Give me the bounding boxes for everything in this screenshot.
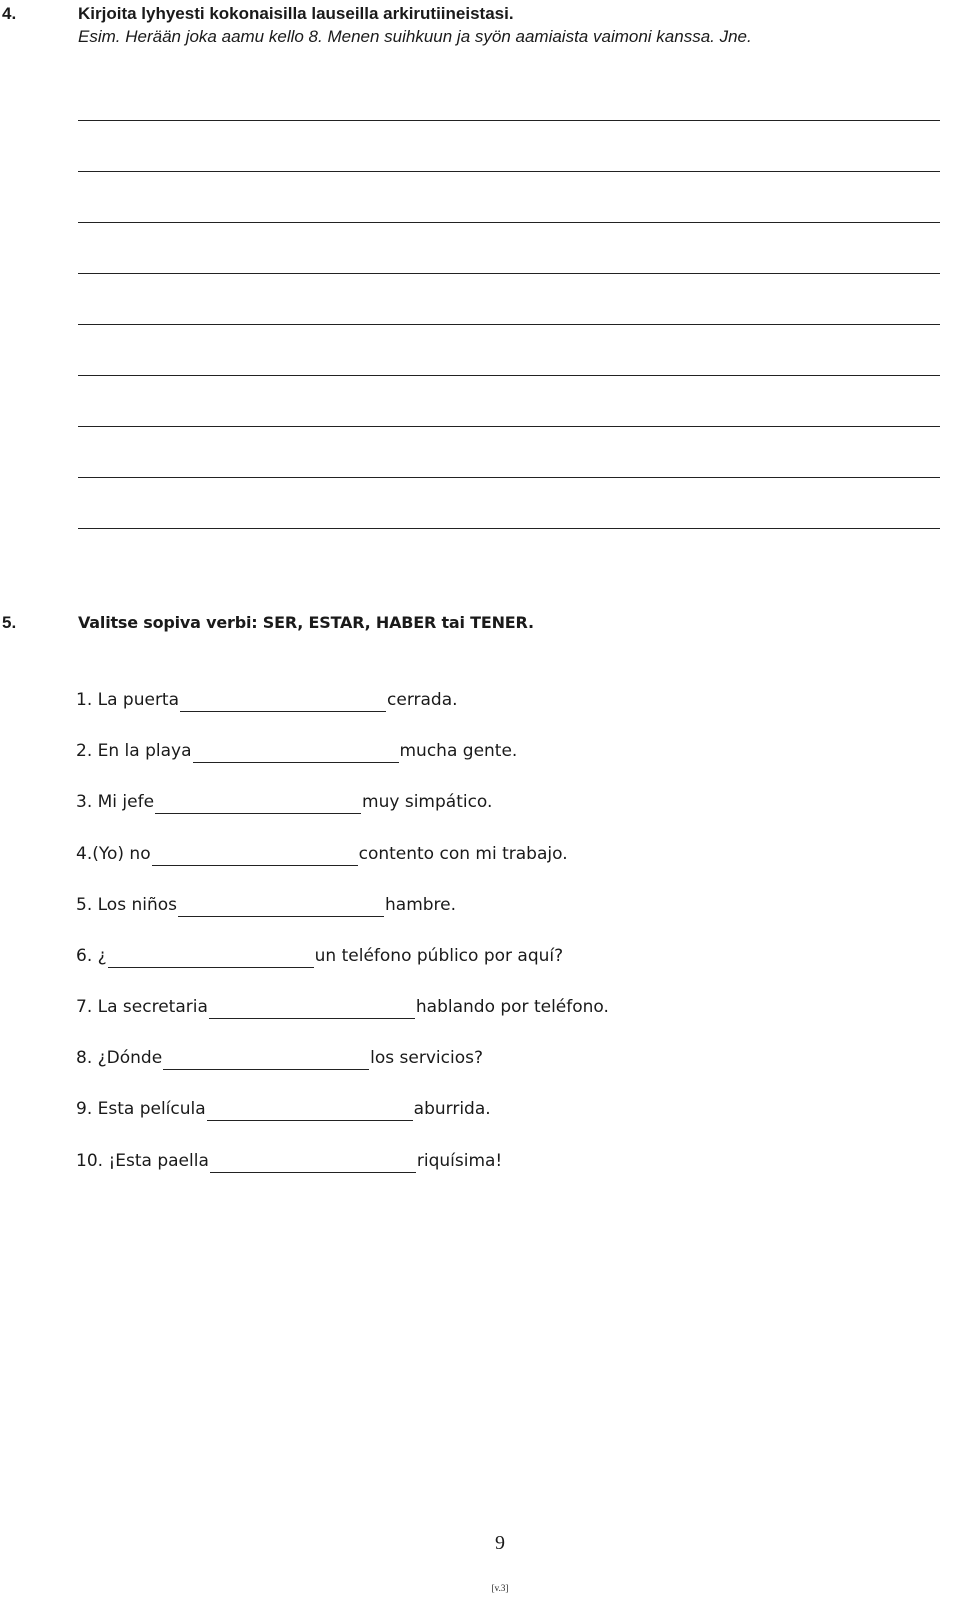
item-suffix: aburrida. [413, 1099, 491, 1119]
writing-line-3[interactable] [78, 222, 940, 223]
writing-line-6[interactable] [78, 375, 940, 376]
item-prefix: 2. En la playa [76, 741, 192, 761]
item-prefix: 10. ¡Esta paella [76, 1151, 209, 1171]
answer-blank-4[interactable] [152, 845, 358, 866]
exercise-4-example: Esim. Herään joka aamu kello 8. Menen suihkuun ja syön aamiaista vaimoni kanssa. Jne. [78, 27, 752, 46]
item-prefix: 8. ¿Dónde [76, 1048, 163, 1068]
exercise-item-4 [76, 842, 568, 866]
exercise-item-2 [76, 739, 517, 763]
exercise-item-10 [76, 1149, 502, 1173]
item-prefix: 5. Los niños [76, 895, 177, 915]
exercise-item-9 [76, 1097, 491, 1121]
exercise-item-3 [76, 790, 492, 814]
answer-blank-6[interactable] [108, 947, 314, 968]
writing-line-8[interactable] [78, 477, 940, 478]
exercise-item-7 [76, 995, 609, 1019]
answer-blank-3[interactable] [155, 793, 361, 814]
exercise-item-5 [76, 893, 456, 917]
writing-line-5[interactable] [78, 324, 940, 325]
exercise-5-title: Valitse sopiva verbi: SER, ESTAR, HABER tai TENER. [78, 613, 534, 632]
page-number: 9 [495, 1532, 505, 1554]
answer-blank-7[interactable] [209, 998, 415, 1019]
writing-line-2[interactable] [78, 171, 940, 172]
answer-blank-2[interactable] [193, 742, 399, 763]
item-prefix: 7. La secretaria [76, 997, 208, 1017]
item-prefix: 9. Esta película [76, 1099, 206, 1119]
writing-line-7[interactable] [78, 426, 940, 427]
answer-blank-9[interactable] [207, 1100, 413, 1121]
item-prefix: 1. La puerta [76, 690, 180, 710]
item-suffix: mucha gente. [399, 741, 518, 761]
exercise-item-8 [76, 1046, 483, 1070]
writing-line-9[interactable] [78, 528, 940, 529]
exercise-4-number: 4. [2, 4, 17, 23]
exercise-5-number: 5. [2, 613, 17, 632]
item-suffix: hablando por teléfono. [415, 997, 609, 1017]
version-label: [v.3] [491, 1583, 509, 1593]
answer-blank-10[interactable] [210, 1152, 416, 1173]
item-suffix: muy simpático. [362, 792, 493, 812]
item-suffix: riquísima! [416, 1151, 503, 1171]
item-suffix: contento con mi trabajo. [358, 844, 568, 864]
writing-line-4[interactable] [78, 273, 940, 274]
answer-blank-8[interactable] [163, 1049, 369, 1070]
item-prefix: 4.(Yo) no [76, 844, 151, 864]
item-prefix: 6. ¿ [76, 946, 107, 966]
item-suffix: los servicios? [370, 1048, 483, 1068]
exercise-item-6 [76, 944, 563, 968]
exercise-4-title: Kirjoita lyhyesti kokonaisilla lauseilla arkirutiineistasi. [78, 4, 514, 23]
item-suffix: un teléfono público por aquí? [314, 946, 564, 966]
answer-blank-5[interactable] [178, 896, 384, 917]
answer-blank-1[interactable] [180, 691, 386, 712]
item-prefix: 3. Mi jefe [76, 792, 155, 812]
exercise-item-1 [76, 688, 458, 712]
item-suffix: hambre. [385, 895, 457, 915]
writing-line-1[interactable] [78, 120, 940, 121]
item-suffix: cerrada. [387, 690, 458, 710]
